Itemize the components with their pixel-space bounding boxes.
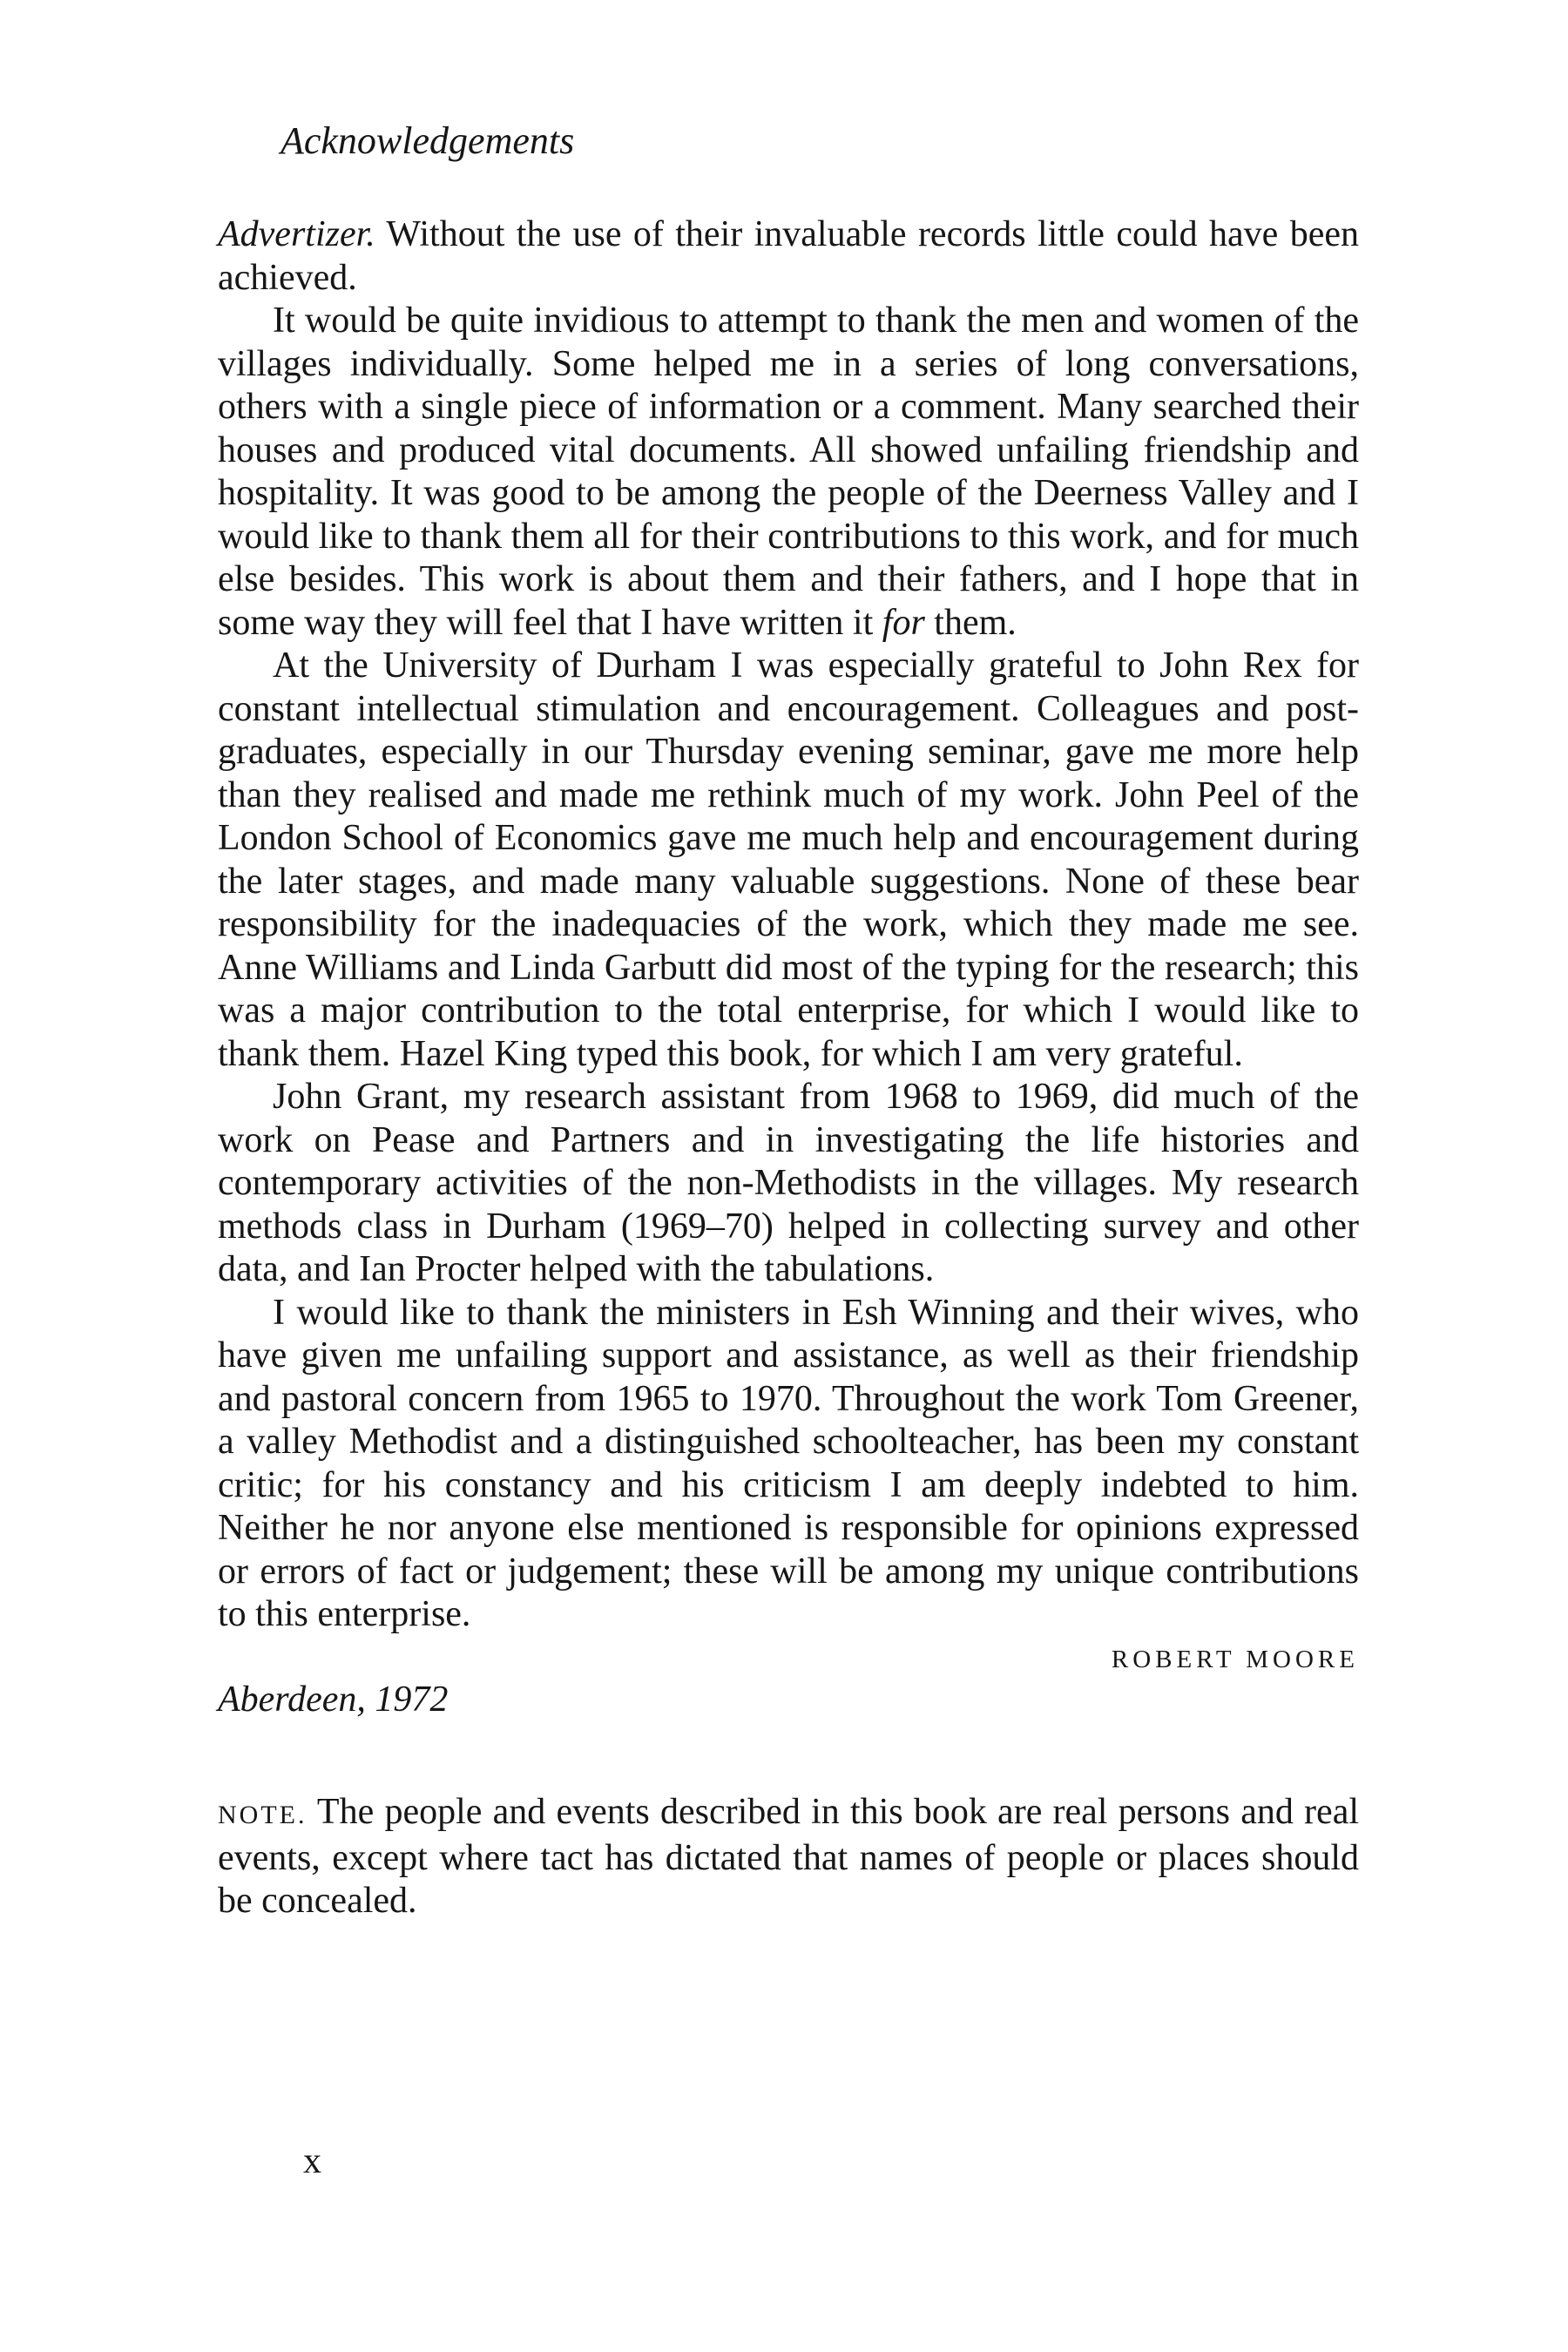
page-number: x: [303, 2141, 321, 2181]
note-paragraph: [218, 1791, 1359, 1923]
publication-name: Advertizer.: [218, 214, 375, 254]
paragraph-1: [218, 213, 1359, 300]
body-text: [218, 213, 1359, 1923]
paragraph-2-end: them.: [924, 602, 1017, 643]
paragraph-4: John Grant, my research assistant from 1968 to 1969, did much of the work on Pease and Partners and in investigating the life histories and contemporary activities of the non-Methodists in the villages. My research methods class in Durham (1969–70) helped in collecting survey and other data, and Ian Procter helped with the tabulations.: [218, 1077, 1359, 1289]
paragraph-3: At the University of Durham I was especially grateful to John Rex for constant intellectual stimulation and encouragement. Colleagues and post-graduates, especially in our Thursday evening seminar, gave me more help than they realised and made me rethink much of my work. John Peel of the London School of Economics gave me much help and encouragement during the later stages, and made many valuable suggestions. None of these bear responsibility for the inadequacies of the work, which they made me see. Anne Williams and Linda Garbutt did most of the typing for the research; this was a major contribution to the total enterprise, for which I would like to thank them. Hazel King typed this book, for which I am very grateful.: [218, 645, 1359, 1074]
place-date: Aberdeen, 1972: [218, 1679, 449, 1720]
emphasis-for: for: [882, 602, 925, 643]
paragraph-5: I would like to thank the ministers in Esh Winning and their wives, who have given me unfailing support and assistance, as well as their friendship and pastoral concern from 1965 to 1970. Throughout the work Tom Greener, a valley Methodist and a distinguished schoolteacher, has been my constant critic; for his constancy and his criticism I am deeply indebted to him. Neither he nor anyone else mentioned is responsible for opinions expressed or errors of fact or judgement; these will be among my unique contributions to this enterprise.: [218, 1292, 1359, 1634]
author-signature: ROBERT MOORE: [1111, 1645, 1359, 1673]
paragraph-1-text: Without the use of their invaluable records little could have been achieved.: [218, 214, 1359, 298]
paragraph-2: [218, 300, 1359, 645]
paragraph-2-text: It would be quite invidious to attempt to thank the men and women of the villages individually. Some helped me in a series of long conversations, others with a single piece of information or a comment. Many searched their houses and produced vital documents. All showed unfailing friendship and hospitality. It was good to be among the people of the Deerness Valley and I would like to thank them all for their contributions to this work, and for much else besides. This work is about them and their fathers, and I hope that in some way they will feel that I have written it: [218, 301, 1359, 643]
note-label: NOTE.: [218, 1801, 308, 1829]
note-text: The people and events described in this book are real persons and real events, except where tact has dictated that names of people or places should be concealed.: [218, 1792, 1359, 1921]
running-head: Acknowledgements: [280, 119, 575, 162]
